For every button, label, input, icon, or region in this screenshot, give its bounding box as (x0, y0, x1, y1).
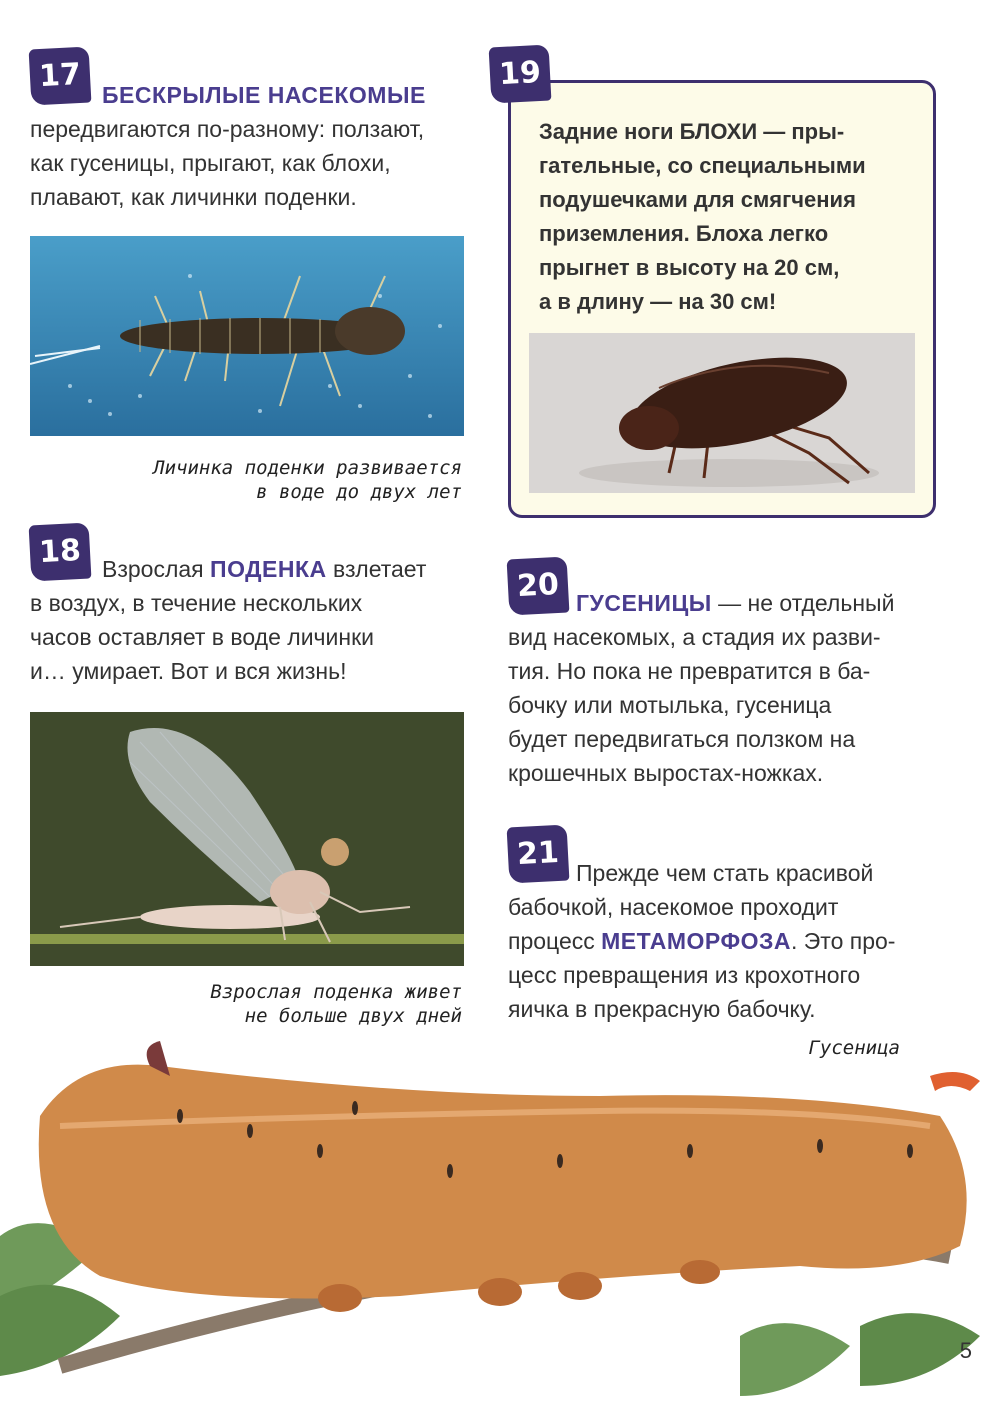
section-number-badge: 21 (507, 824, 570, 883)
caption-line: не больше двух дней (244, 1005, 462, 1027)
caterpillar-photo (0, 1036, 1000, 1404)
text-line: прыгнет в высоту на 20 см, (539, 255, 840, 280)
text-line: бабочкой, насекомое проходит (508, 894, 839, 920)
section-17-heading: БЕСКРЫЛЫЕ НАСЕКОМЫЕ (102, 82, 426, 108)
flea-highlight: БЛОХИ (679, 119, 758, 144)
text-line: тия. Но пока не превратится в ба- (508, 658, 871, 684)
text-line: подушечками для смягчения (539, 187, 856, 212)
mayfly-caption (100, 980, 462, 1028)
text-line: гательные, со специальными (539, 153, 866, 178)
text-fragment: . Это про- (790, 928, 896, 954)
text-line: приземления. Блоха легко (539, 221, 829, 246)
text-line: яичка в прекрасную бабочку. (508, 996, 816, 1022)
section-18-text (30, 552, 490, 688)
section-21-text (508, 856, 978, 1026)
larva-caption (100, 456, 462, 504)
text-line: крошечных выростах-ножках. (508, 760, 824, 786)
mayfly-highlight: ПОДЕНКА (210, 556, 327, 582)
adult-mayfly-photo (30, 712, 464, 966)
text-line: и… умирает. Вот и вся жизнь! (30, 658, 347, 684)
page-number: 5 (959, 1338, 972, 1363)
section-number-badge: 19 (489, 44, 552, 103)
flea-photo (529, 333, 915, 493)
text-fragment: Взрослая (102, 556, 211, 582)
section-19-text (539, 115, 919, 319)
text-fragment: Задние ноги (539, 119, 680, 144)
text-line: плавают, как личинки поденки. (30, 184, 357, 210)
caterpillar-caption: Гусеница (808, 1037, 900, 1059)
text-line: будет передвигаться ползком на (508, 726, 856, 752)
text-line: в воздух, в течение нескольких (30, 590, 363, 616)
text-line: цесс превращения из крохотного (508, 962, 861, 988)
section-17-text (30, 78, 490, 214)
section-number-badge: 20 (507, 556, 570, 615)
section-number-badge: 18 (29, 522, 92, 581)
text-line: вид насекомых, а стадия их разви- (508, 624, 881, 650)
text-line: бочку или мотылька, гусеница (508, 692, 832, 718)
caption-line: Взрослая поденка живет (210, 981, 462, 1003)
text-line: а в длину — на 30 см! (539, 289, 777, 314)
text-line: часов оставляет в воде личинки (30, 624, 374, 650)
flea-info-box (508, 80, 936, 518)
caption-line: Личинка поденки развивается (153, 457, 462, 479)
metamorphosis-highlight: МЕТАМОРФОЗА (601, 928, 791, 954)
caterpillar-highlight: ГУСЕНИЦЫ (576, 590, 712, 616)
text-line: передвигаются по-разному: ползают, (30, 116, 425, 142)
caption-line: в воде до двух лет (256, 481, 462, 503)
text-fragment: взлетает (326, 556, 427, 582)
text-fragment: процесс (508, 928, 602, 954)
text-line: как гусеницы, прыгают, как блохи, (30, 150, 391, 176)
section-20-text (508, 586, 978, 790)
text-fragment: — пры- (757, 119, 845, 144)
text-line: Прежде чем стать красивой (576, 860, 874, 886)
mayfly-larva-photo (30, 236, 464, 436)
text-fragment: — не отдельный (711, 590, 895, 616)
section-number-badge: 17 (29, 46, 92, 105)
